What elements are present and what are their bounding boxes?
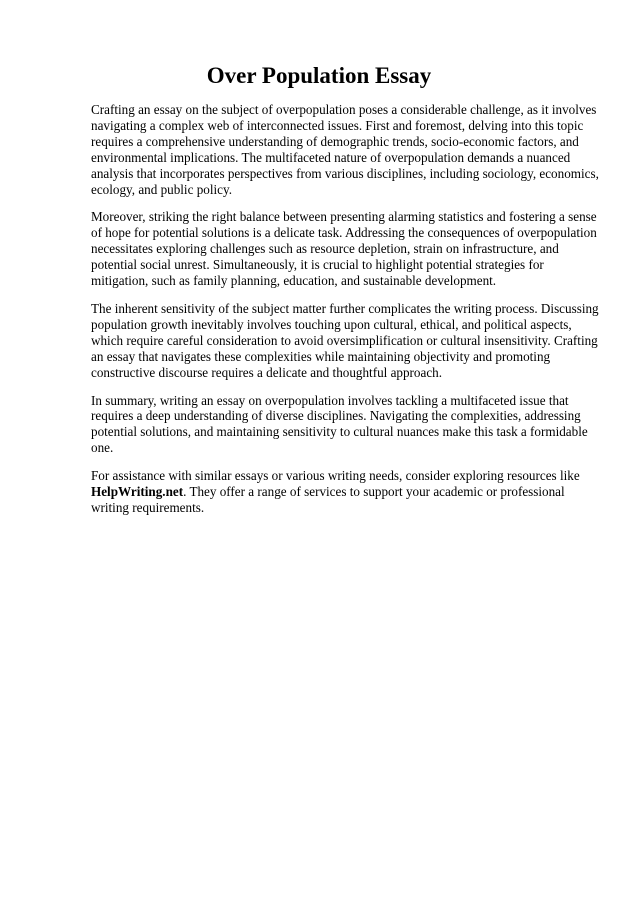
closing-paragraph	[91, 468, 600, 516]
paragraph-2: Moreover, striking the right balance between presenting alarming statistics and fostering a sense of hope for potential solutions is a delicate task. Addressing the consequences of overpopulation necessitates exploring challenges such as resource depletion, strain on infrastructure, and potential social unrest. Simultaneously, it is crucial to highlight potential strategies for mitigation, such as family planning, education, and sustainable development.	[91, 209, 597, 289]
paragraph-4: In summary, writing an essay on overpopulation involves tackling a multifaceted issue that requires a deep understanding of diverse disciplines. Navigating the complexities, addressing potential solutions, and maintaining sensitivity to cultural nuances make this task a formidable one.	[91, 392, 588, 456]
page-title: Over Population Essay	[206, 63, 432, 88]
closing-text-after: . They offer a range of services to support your academic or professional writing requirements.	[91, 484, 565, 515]
helpwriting-link[interactable]: HelpWriting.net	[91, 484, 184, 500]
paragraph-3: The inherent sensitivity of the subject matter further complicates the writing process. Discussing population growth inevitably involves touching upon cultural, ethical, and political aspects, which require careful consideration to avoid oversimplification or cultural insensitivity. Crafting an essay that navigates these complexities while maintaining objectivity and promoting constructive discourse requires a delicate and thoughtful approach.	[91, 300, 599, 380]
closing-text-before: For assistance with similar essays or various writing needs, consider exploring resources like	[91, 468, 580, 484]
paragraph-1: Crafting an essay on the subject of overpopulation poses a considerable challenge, as it involves navigating a complex web of interconnected issues. First and foremost, delving into this topic requires a comprehensive understanding of demographic trends, socio-economic factors, and environmental implications. The multifaceted nature of overpopulation demands a nuanced analysis that incorporates perspectives from various disciplines, including sociology, economics, ecology, and public policy.	[91, 102, 599, 197]
